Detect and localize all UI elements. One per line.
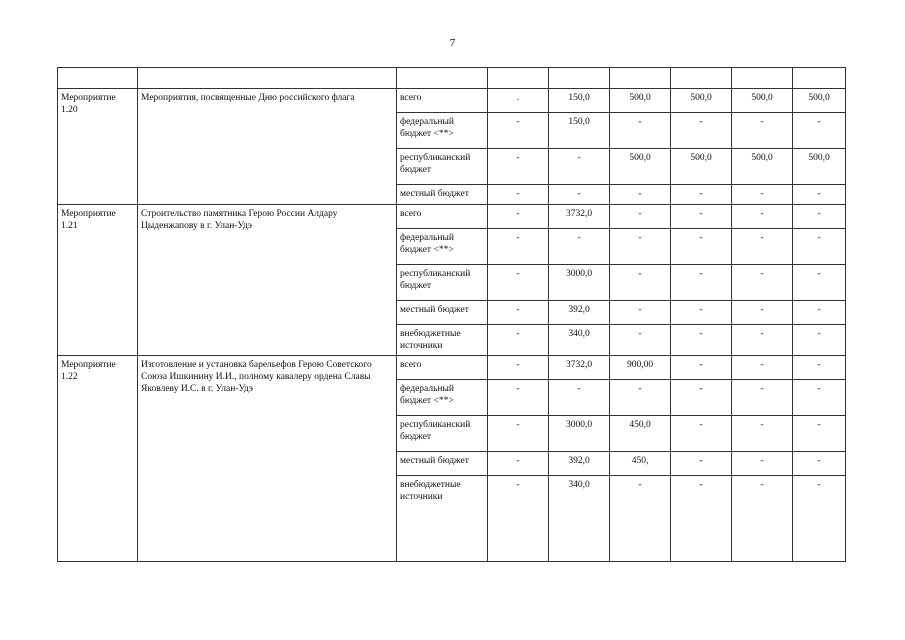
funding-source: местный бюджет bbox=[397, 301, 488, 325]
funding-source: федеральный бюджет <**> bbox=[397, 380, 488, 416]
funding-value: 3000,0 bbox=[549, 265, 610, 301]
funding-value: - bbox=[671, 452, 732, 476]
funding-value: - bbox=[549, 380, 610, 416]
header-cell bbox=[793, 68, 846, 89]
header-cell bbox=[138, 68, 397, 89]
funding-value: - bbox=[732, 205, 793, 229]
funding-value: - bbox=[732, 229, 793, 265]
funding-value: - bbox=[793, 325, 846, 356]
funding-value: - bbox=[732, 265, 793, 301]
funding-source: республиканский бюджет bbox=[397, 416, 488, 452]
funding-value: 500,0 bbox=[610, 89, 671, 113]
funding-value: 150,0 bbox=[549, 89, 610, 113]
funding-value: - bbox=[793, 452, 846, 476]
funding-value: - bbox=[671, 380, 732, 416]
table-row bbox=[58, 89, 846, 113]
funding-value: . bbox=[488, 89, 549, 113]
funding-value: 500,0 bbox=[671, 89, 732, 113]
header-cell bbox=[488, 68, 549, 89]
header-cell bbox=[732, 68, 793, 89]
funding-source: внебюджетные источники bbox=[397, 476, 488, 562]
funding-value: 900,00 bbox=[610, 356, 671, 380]
funding-value: - bbox=[793, 301, 846, 325]
funding-value: - bbox=[488, 185, 549, 205]
funding-value: - bbox=[671, 301, 732, 325]
header-cell bbox=[549, 68, 610, 89]
funding-value: - bbox=[549, 185, 610, 205]
funding-value: - bbox=[488, 325, 549, 356]
funding-value: 450, bbox=[610, 452, 671, 476]
funding-value: 500,0 bbox=[732, 89, 793, 113]
funding-value: - bbox=[732, 301, 793, 325]
funding-value: 340,0 bbox=[549, 325, 610, 356]
header-row bbox=[58, 68, 846, 89]
funding-value: - bbox=[671, 113, 732, 149]
funding-source: федеральный бюджет <**> bbox=[397, 113, 488, 149]
activity-code: Мероприятие 1.21 bbox=[58, 205, 138, 356]
funding-value: - bbox=[488, 356, 549, 380]
page-number: 7 bbox=[449, 37, 456, 49]
funding-value: 3000,0 bbox=[549, 416, 610, 452]
funding-value: - bbox=[793, 113, 846, 149]
header-cell bbox=[671, 68, 732, 89]
funding-value: - bbox=[671, 356, 732, 380]
funding-value: - bbox=[610, 265, 671, 301]
funding-value: 3732,0 bbox=[549, 356, 610, 380]
funding-value: - bbox=[793, 380, 846, 416]
funding-value: - bbox=[793, 265, 846, 301]
funding-value: - bbox=[549, 229, 610, 265]
funding-value: - bbox=[732, 476, 793, 562]
funding-value: - bbox=[488, 113, 549, 149]
header-cell bbox=[397, 68, 488, 89]
funding-value: - bbox=[793, 229, 846, 265]
funding-value: - bbox=[610, 229, 671, 265]
funding-value: - bbox=[732, 325, 793, 356]
funding-value: - bbox=[793, 416, 846, 452]
funding-value: - bbox=[488, 205, 549, 229]
funding-value: - bbox=[671, 185, 732, 205]
funding-value: - bbox=[488, 416, 549, 452]
funding-value: 392,0 bbox=[549, 452, 610, 476]
funding-value: - bbox=[732, 113, 793, 149]
funding-value: - bbox=[488, 380, 549, 416]
funding-source: всего bbox=[397, 356, 488, 380]
funding-value: - bbox=[610, 113, 671, 149]
funding-source: всего bbox=[397, 89, 488, 113]
table-row bbox=[58, 356, 846, 380]
funding-value: - bbox=[793, 185, 846, 205]
funding-value: - bbox=[488, 301, 549, 325]
activity-code: Мероприятие 1.20 bbox=[58, 89, 138, 205]
funding-source: внебюджетные источники bbox=[397, 325, 488, 356]
funding-value: - bbox=[732, 452, 793, 476]
funding-value: 340,0 bbox=[549, 476, 610, 562]
activity-name: Мероприятия, посвященные Дню российского флага bbox=[138, 89, 397, 205]
funding-value: - bbox=[610, 185, 671, 205]
funding-value: - bbox=[671, 416, 732, 452]
funding-value: 500,0 bbox=[610, 149, 671, 185]
funding-value: - bbox=[488, 149, 549, 185]
funding-value: - bbox=[671, 476, 732, 562]
funding-value: - bbox=[671, 229, 732, 265]
funding-value: - bbox=[610, 325, 671, 356]
funding-source: республиканский бюджет bbox=[397, 265, 488, 301]
funding-value: - bbox=[610, 380, 671, 416]
funding-value: 3732,0 bbox=[549, 205, 610, 229]
activity-code: Мероприятие 1.22 bbox=[58, 356, 138, 562]
funding-value: 500,0 bbox=[732, 149, 793, 185]
funding-value: - bbox=[671, 325, 732, 356]
funding-value: 450,0 bbox=[610, 416, 671, 452]
funding-value: - bbox=[732, 380, 793, 416]
funding-value: - bbox=[488, 452, 549, 476]
funding-value: - bbox=[671, 205, 732, 229]
funding-value: 500,0 bbox=[793, 149, 846, 185]
funding-value: - bbox=[793, 476, 846, 562]
header-cell bbox=[58, 68, 138, 89]
funding-value: - bbox=[610, 205, 671, 229]
funding-value: 392,0 bbox=[549, 301, 610, 325]
funding-source: республиканский бюджет bbox=[397, 149, 488, 185]
funding-source: местный бюджет bbox=[397, 185, 488, 205]
activity-name: Строительство памятника Герою России Алдару Цыденжапову в г. Улан-Удэ bbox=[138, 205, 397, 356]
budget-table bbox=[57, 67, 846, 562]
table-body bbox=[58, 68, 846, 562]
funding-value: 500,0 bbox=[671, 149, 732, 185]
funding-source: местный бюджет bbox=[397, 452, 488, 476]
funding-value: - bbox=[671, 265, 732, 301]
funding-value: - bbox=[793, 205, 846, 229]
funding-value: - bbox=[610, 301, 671, 325]
funding-value: 500,0 bbox=[793, 89, 846, 113]
funding-value: - bbox=[488, 229, 549, 265]
funding-value: - bbox=[732, 356, 793, 380]
activity-name: Изготовление и установка барельефов Герою Советского Союза Ишкинину И.И., полному кавалеру ордена Славы Яковлеву И.С. в г. Улан-Удэ bbox=[138, 356, 397, 562]
funding-value: - bbox=[732, 185, 793, 205]
funding-value: - bbox=[549, 149, 610, 185]
funding-value: - bbox=[610, 476, 671, 562]
table-row bbox=[58, 205, 846, 229]
funding-value: 150,0 bbox=[549, 113, 610, 149]
funding-value: - bbox=[732, 416, 793, 452]
funding-source: федеральный бюджет <**> bbox=[397, 229, 488, 265]
funding-value: - bbox=[488, 476, 549, 562]
funding-value: - bbox=[793, 356, 846, 380]
funding-source: всего bbox=[397, 205, 488, 229]
header-cell bbox=[610, 68, 671, 89]
funding-value: - bbox=[488, 265, 549, 301]
